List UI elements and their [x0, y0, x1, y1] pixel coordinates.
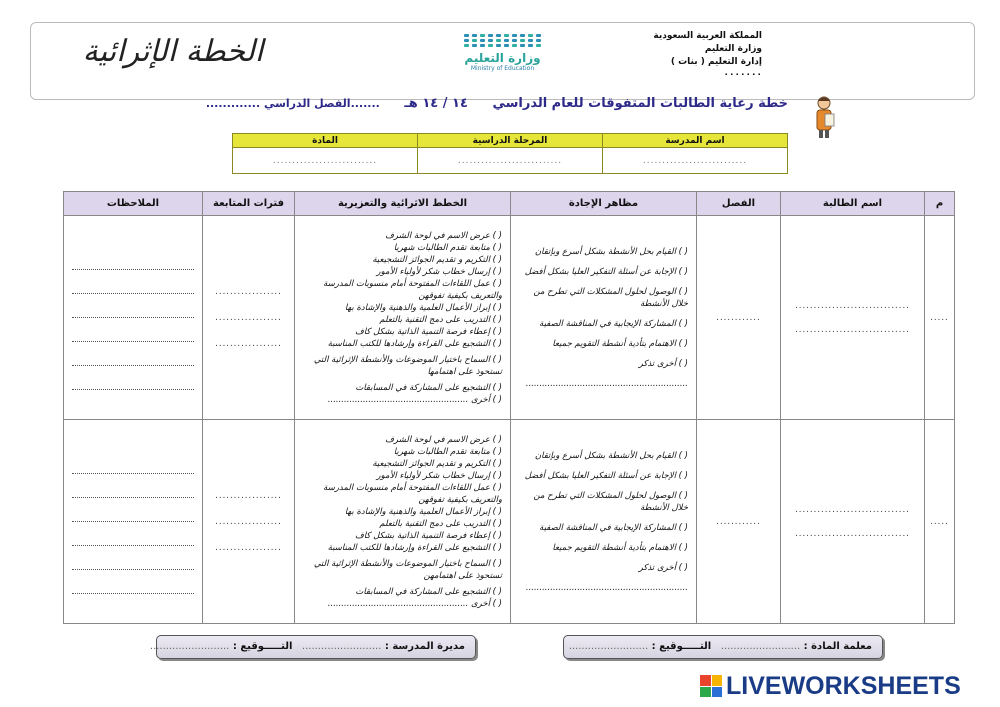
teacher-name-dots: .........................: [720, 641, 801, 652]
name-line: ...............................: [795, 528, 910, 539]
list-item[interactable]: ( ) التشجيع على القراءة وإرشادها للكتب المناسبة: [327, 542, 502, 553]
list-item[interactable]: ( ) متابعة تقدم الطالبات شهريا: [393, 242, 502, 253]
header-student-name: اسم الطالبة: [781, 192, 925, 216]
principal-name-dots: .........................: [301, 641, 382, 652]
brand-logo-icon: [700, 675, 722, 697]
info-header-school: اسم المدرسة: [603, 134, 788, 148]
list-item[interactable]: ( ) أخرى تذكر: [638, 562, 688, 573]
excellence-list: [511, 246, 696, 390]
list-item[interactable]: ( ) إعطاء فرصة التنمية الذاتية بشكل كاف: [355, 326, 502, 337]
list-item[interactable]: ( ) إبراز الأعمال العلمية والذهنية والإشادة بها: [344, 506, 502, 517]
plan-semester: .......الفصل الدراسي .............: [205, 97, 380, 110]
brand-logo-square: [700, 687, 711, 698]
info-header-stage: المرحلة الدراسية: [418, 134, 603, 148]
liveworksheets-brand[interactable]: [700, 672, 961, 700]
list-item[interactable]: ( ) السماح باختيار الموضوعات والأنشطة الإثرائية التي تستحوذ على اهتمامهن: [313, 558, 502, 581]
plans-list: [295, 230, 510, 406]
teacher-sign-label: التـــــوقيع :: [651, 641, 712, 652]
brand-logo-square: [712, 687, 723, 698]
teacher-signature-box[interactable]: [563, 635, 883, 659]
row-notes[interactable]: [64, 420, 203, 624]
row-num[interactable]: .....: [925, 420, 955, 624]
info-table: [232, 133, 788, 174]
brand-text: LIVEWORKSHEETS: [726, 671, 961, 700]
brand-logo-square: [712, 675, 723, 686]
info-value-stage[interactable]: ...........................: [418, 148, 603, 174]
list-item[interactable]: ( ) إرسال خطاب شكر لأولياء الأمور: [376, 266, 502, 277]
list-item[interactable]: ............................................................: [525, 378, 688, 389]
header-num: م: [925, 192, 955, 216]
calligraphy-title: الخطة الإثرائية: [82, 34, 264, 69]
row-student-name[interactable]: [781, 420, 925, 624]
info-value-school[interactable]: ...........................: [603, 148, 788, 174]
header-excellence: مظاهر الإجادة: [511, 192, 697, 216]
followup-line: ..................: [215, 516, 282, 527]
list-item[interactable]: ( ) الوصول لحلول المشكلات التي تطرح من خلال الأنشطة: [533, 490, 688, 513]
list-item[interactable]: ( ) التشجيع على القراءة وإرشادها للكتب المناسبة: [327, 338, 502, 349]
plan-year: ١٤ / ١٤ هـ: [404, 96, 468, 111]
header-plans: الخطط الاثرائية والتعزيرية: [295, 192, 511, 216]
table-row: [64, 216, 955, 420]
ministry-logo: [450, 32, 555, 82]
list-item[interactable]: ( ) عمل اللقاءات المفتوحة أمام منسوبات المدرسة والتعريف بكيفية تفوقهن: [323, 482, 502, 505]
row-student-name[interactable]: [781, 216, 925, 420]
header-class: الفصل: [697, 192, 781, 216]
list-item[interactable]: ( ) عرض الاسم في لوحة الشرف: [385, 230, 502, 241]
row-excellence: [511, 216, 697, 420]
plans-list: [295, 434, 510, 610]
notes-lines: [64, 246, 202, 390]
plan-title-main: خطة رعاية الطالبات المتفوقات للعام الدراسي: [492, 96, 788, 111]
list-item[interactable]: ( ) إعطاء فرصة التنمية الذاتية بشكل كاف: [355, 530, 502, 541]
list-item[interactable]: ( ) السماح باختيار الموضوعات والأنشطة الإثرائية التي تستحوذ على اهتمامها: [313, 354, 502, 377]
logo-text-en: Ministry of Education: [470, 65, 535, 72]
list-item[interactable]: ( ) أخرى ....................................................: [327, 394, 502, 405]
row-notes[interactable]: [64, 216, 203, 420]
logo-mark-icon: [463, 34, 543, 47]
name-line: ...............................: [795, 300, 910, 311]
plan-title: [206, 96, 788, 111]
info-header-subject: المادة: [233, 134, 418, 148]
list-item[interactable]: ( ) القيام بحل الأنشطة بشكل أسرع وبإتقان: [534, 246, 688, 257]
list-item[interactable]: ( ) المشاركة الإيجابية في المناقشة الصفية: [539, 522, 688, 533]
ministry-block: [642, 30, 762, 82]
header-notes: الملاحظات: [64, 192, 203, 216]
info-value-subject[interactable]: ...........................: [233, 148, 418, 174]
list-item[interactable]: ( ) الاهتمام بتأدية أنشطة التقويم جميعا: [552, 542, 688, 553]
list-item[interactable]: ( ) التشجيع على المشاركة في المسابقات: [355, 382, 502, 393]
row-class[interactable]: ............: [697, 216, 781, 420]
ministry-label: وزارة التعليم: [704, 44, 762, 54]
list-item[interactable]: ( ) التكريم و تقديم الجوائز التشجيعية: [372, 458, 502, 469]
followup-line: ..................: [215, 542, 282, 553]
list-item[interactable]: ( ) إرسال خطاب شكر لأولياء الأمور: [376, 470, 502, 481]
logo-text-ar: وزارة التعليم: [464, 51, 541, 65]
list-item[interactable]: ( ) المشاركة الإيجابية في المناقشة الصفية: [539, 318, 688, 329]
row-followup[interactable]: [203, 216, 295, 420]
list-item[interactable]: ( ) التشجيع على المشاركة في المسابقات: [355, 586, 502, 597]
list-item[interactable]: ( ) الاهتمام بتأدية أنشطة التقويم جميعا: [552, 338, 688, 349]
name-line: ...............................: [795, 324, 910, 335]
list-item[interactable]: ( ) الإجابة عن أسئلة التفكير العليا بشكل أفضل: [524, 470, 688, 481]
principal-sign-dots: .........................: [149, 641, 230, 652]
principal-label: مديرة المدرسة :: [384, 641, 465, 652]
list-item[interactable]: ( ) متابعة تقدم الطالبات شهريا: [393, 446, 502, 457]
row-followup[interactable]: [203, 420, 295, 624]
excellence-list: [511, 450, 696, 594]
list-item[interactable]: ( ) التكريم و تقديم الجوائز التشجيعية: [372, 254, 502, 265]
list-item[interactable]: ( ) القيام بحل الأنشطة بشكل أسرع وبإتقان: [534, 450, 688, 461]
followup-line: ..................: [215, 286, 282, 297]
teacher-sign-dots: .........................: [568, 641, 649, 652]
followup-line: ..................: [215, 312, 282, 323]
teacher-label: معلمة المادة :: [803, 641, 872, 652]
list-item[interactable]: ( ) إبراز الأعمال العلمية والذهنية والإشادة بها: [344, 302, 502, 313]
row-plans: [295, 216, 511, 420]
list-item[interactable]: ( ) الإجابة عن أسئلة التفكير العليا بشكل أفضل: [524, 266, 688, 277]
list-item[interactable]: ............................................................: [525, 582, 688, 593]
teacher-icon: [809, 94, 839, 139]
followup-line: ..................: [215, 490, 282, 501]
row-num[interactable]: .....: [925, 216, 955, 420]
kingdom-label: المملكة العربية السعودية: [653, 31, 762, 41]
followup-line: ..................: [215, 338, 282, 349]
row-plans: [295, 420, 511, 624]
header-followup: فترات المتابعة: [203, 192, 295, 216]
brand-logo-square: [700, 675, 711, 686]
list-item[interactable]: ( ) الوصول لحلول المشكلات التي تطرح من خلال الأنشطة: [533, 286, 688, 309]
notes-lines: [64, 450, 202, 594]
principal-sign-label: التـــــوقيع :: [232, 641, 293, 652]
list-item[interactable]: ( ) عمل اللقاءات المفتوحة أمام منسوبات المدرسة والتعريف بكيفية تفوقهن: [323, 278, 502, 301]
list-item[interactable]: ( ) أخرى ....................................................: [327, 598, 502, 609]
list-item[interactable]: ( ) عرض الاسم في لوحة الشرف: [385, 434, 502, 445]
main-table: [63, 191, 955, 624]
row-class[interactable]: ............: [697, 420, 781, 624]
list-item[interactable]: ( ) التدريب على دمج التقنية بالتعلم: [379, 314, 502, 325]
name-line: ...............................: [795, 504, 910, 515]
principal-signature-box[interactable]: [149, 635, 476, 659]
list-item[interactable]: ( ) أخرى تذكر: [638, 358, 688, 369]
row-excellence: [511, 420, 697, 624]
table-row: [64, 420, 955, 624]
administration-label: إدارة التعليم ( بنات ) ٠٠٠٠٠٠٠: [670, 57, 762, 80]
list-item[interactable]: ( ) التدريب على دمج التقنية بالتعلم: [379, 518, 502, 529]
